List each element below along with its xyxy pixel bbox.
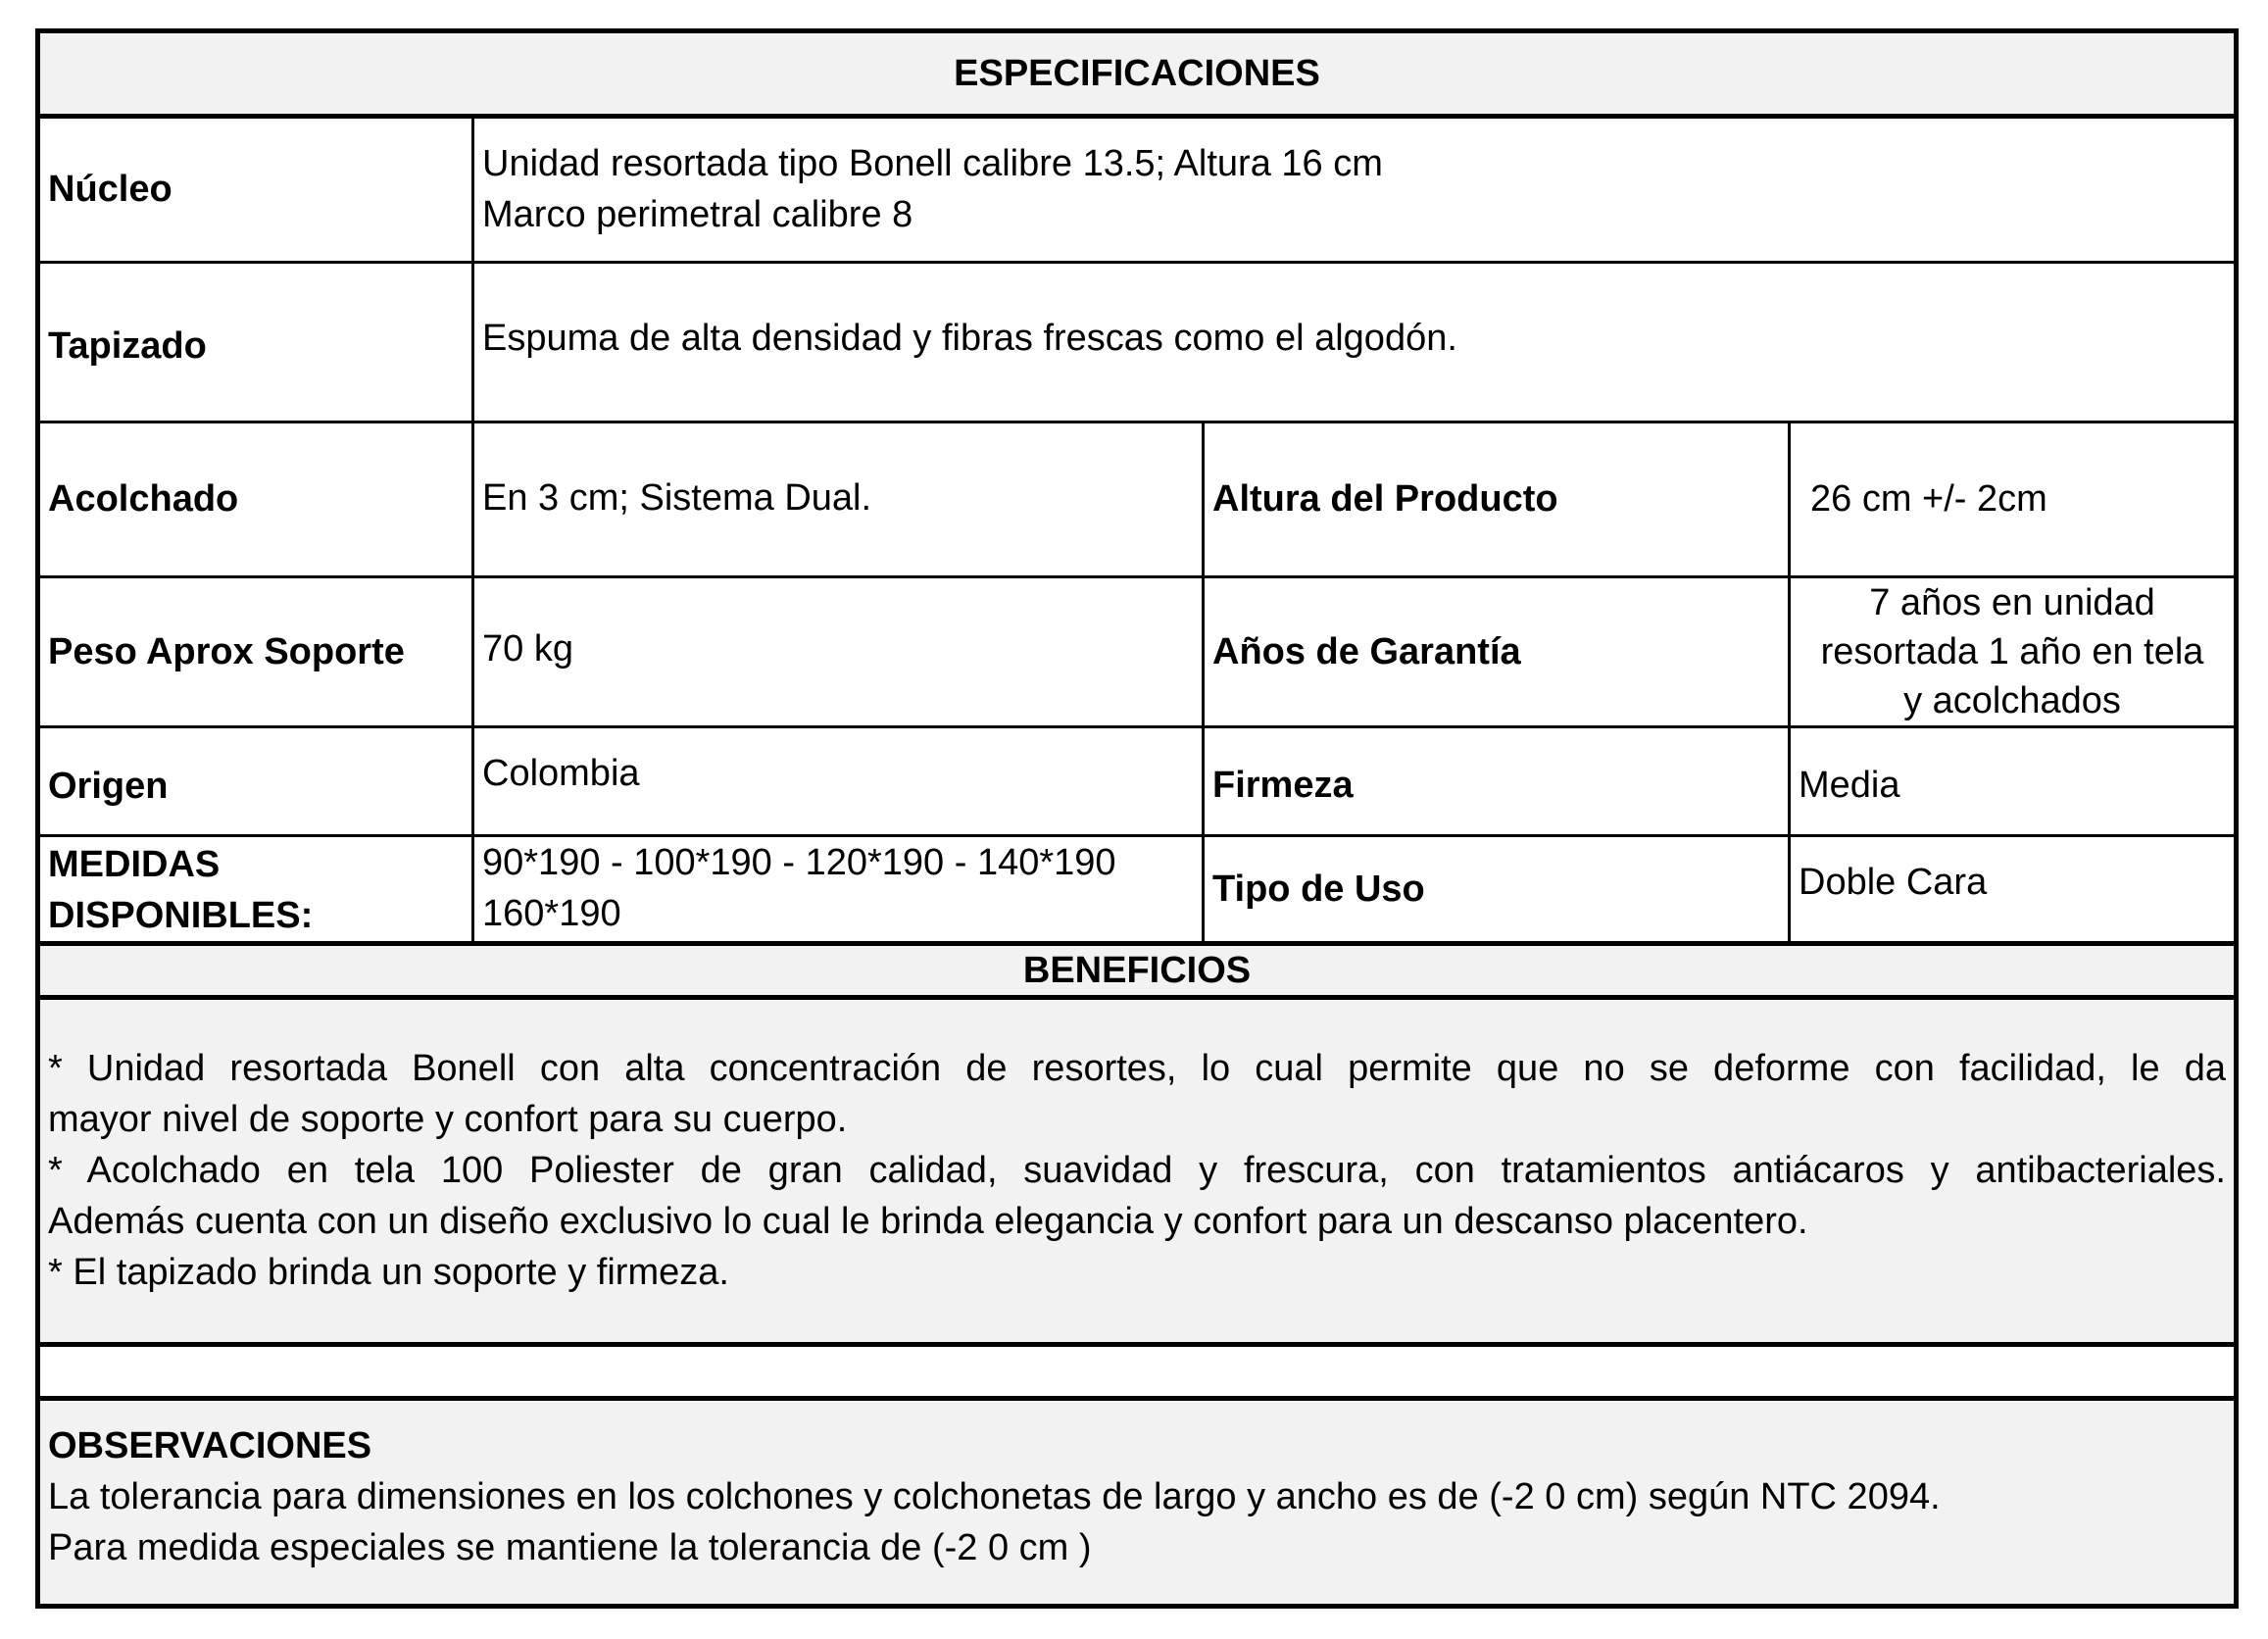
garantia-line-1: 7 años en unidad: [1869, 582, 2155, 623]
beneficio-1-line-2: mayor nivel de soporte y confort para su cuerpo.: [48, 1099, 848, 1140]
beneficio-1-line-1: * Unidad resortada Bonell con alta concentración de resortes, lo cual permite que no se deforme con facilidad, le da: [48, 1048, 2226, 1089]
altura-label: [1205, 423, 1788, 575]
tipo-uso-label: [1205, 837, 1788, 941]
tipo-uso-label-text: Tipo de Uso: [1212, 868, 1425, 910]
tipo-uso-value: [1791, 837, 2234, 941]
tipo-uso-value-text: Doble Cara: [1799, 862, 1988, 903]
row-origen: [40, 728, 2234, 834]
beneficio-2-line-2: Además cuenta con un diseño exclusivo lo cual le brinda elegancia y confort para un descanso placentero.: [48, 1201, 1808, 1242]
medidas-line-2: 160*190: [482, 893, 621, 934]
observaciones-section: [40, 1401, 2234, 1604]
especificaciones-header: [40, 33, 2234, 114]
nucleo-line-1: Unidad resortada tipo Bonell calibre 13.5; Altura 16 cm: [482, 143, 1383, 184]
origen-label-text: Origen: [48, 765, 169, 807]
acolchado-label-text: Acolchado: [48, 478, 239, 520]
medidas-label-line-1: MEDIDAS: [48, 844, 221, 885]
tapizado-label: [40, 264, 471, 421]
firmeza-label: [1205, 728, 1788, 834]
altura-value: [1791, 423, 2234, 575]
garantia-line-2: resortada 1 año en tela: [1820, 631, 2204, 672]
beneficios-title: BENEFICIOS: [1022, 949, 1252, 991]
firmeza-label-text: Firmeza: [1212, 764, 1354, 806]
garantia-label-text: Años de Garantía: [1212, 630, 1521, 672]
altura-label-text: Altura del Producto: [1212, 478, 1558, 520]
beneficios-body: [40, 1000, 2234, 1342]
row-nucleo: [40, 119, 2234, 261]
firmeza-value: [1791, 728, 2234, 834]
garantia-line-3: y acolchados: [1903, 680, 2121, 721]
empty-row: [40, 1347, 2234, 1396]
peso-label: [40, 578, 471, 725]
garantia-value: [1791, 578, 2234, 725]
nucleo-label: [40, 119, 471, 261]
observaciones-line-1: La tolerancia para dimensiones en los colchones y colchonetas de largo y ancho es de (-2 0 cm) según NTC 2094.: [48, 1476, 1941, 1517]
medidas-label: [40, 837, 471, 941]
origen-label: [40, 728, 471, 834]
peso-value: [474, 578, 1202, 725]
beneficio-2-line-1: * Acolchado en tela 100 Poliester de gran calidad, suavidad y frescura, con tratamientos antiácaros y antibacteriales.: [48, 1150, 2226, 1191]
medidas-value: [474, 837, 1202, 941]
acolchado-value-text: En 3 cm; Sistema Dual.: [482, 477, 872, 519]
altura-value-text: 26 cm +/- 2cm: [1810, 478, 2047, 520]
spec-sheet: [35, 28, 2239, 1609]
row-medidas: [40, 837, 2234, 941]
nucleo-label-text: Núcleo: [48, 169, 173, 210]
garantia-label: [1205, 578, 1788, 725]
tapizado-label-text: Tapizado: [48, 324, 207, 367]
medidas-label-line-2: DISPONIBLES:: [48, 895, 314, 936]
nucleo-line-2: Marco perimetral calibre 8: [482, 194, 913, 235]
row-peso: [40, 578, 2234, 725]
medidas-line-1: 90*190 - 100*190 - 120*190 - 140*190: [482, 842, 1116, 883]
observaciones-line-2: Para medida especiales se mantiene la tolerancia de (-2 0 cm ): [48, 1527, 1092, 1568]
tapizado-value-text: Espuma de alta densidad y fibras frescas como el algodón.: [482, 318, 1457, 359]
observaciones-title: OBSERVACIONES: [48, 1425, 372, 1466]
tapizado-value: [474, 264, 2234, 421]
peso-value-text: 70 kg: [482, 628, 573, 670]
acolchado-label: [40, 423, 471, 575]
especificaciones-title: ESPECIFICACIONES: [954, 52, 1320, 94]
firmeza-value-text: Media: [1799, 764, 1900, 806]
origen-value-text: Colombia: [482, 753, 640, 794]
row-tapizado: [40, 264, 2234, 421]
nucleo-value: [474, 119, 2234, 261]
row-acolchado: [40, 423, 2234, 575]
peso-label-text: Peso Aprox Soporte: [48, 630, 405, 672]
beneficio-3: * El tapizado brinda un soporte y firmeza.: [48, 1252, 729, 1293]
origen-value: [474, 728, 1202, 834]
beneficios-header: [40, 946, 2234, 995]
